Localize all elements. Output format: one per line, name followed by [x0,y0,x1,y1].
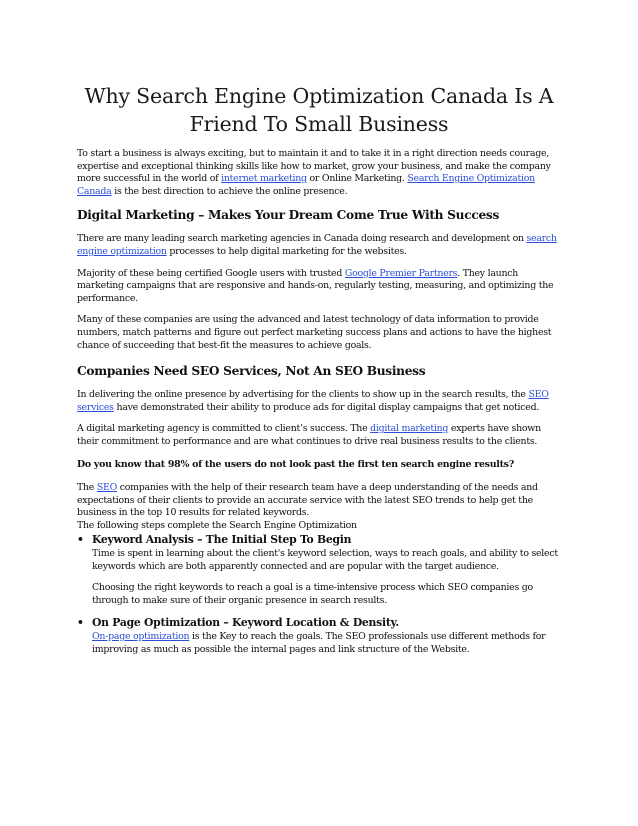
section2-paragraph-3 [77,482,561,520]
section1-paragraph-2 [77,268,561,306]
bullet2-body-text: is the Key to reach the goals. The SEO professionals use different methods for improving as much as possible the internal pages and link structure of the Website. [92,631,546,655]
search-engine-optimization-link[interactable]: search engine optimization [77,233,557,257]
bullet-heading: On Page Optimization – Keyword Location & Density. [92,616,399,630]
bullet-keyword-analysis [77,533,561,547]
section1-p2-text: Majority of these being certified Google users with trusted [77,267,345,279]
digital-marketing-link[interactable]: digital marketing [370,423,449,435]
bullet1-body-2: Choosing the right keywords to reach a goal is a time-intensive process which SEO companies go through to make sure of their organic presence in search results. [92,582,533,606]
bullet2-body [77,631,561,656]
internet-marketing-link[interactable]: internet marketing [221,173,307,185]
section1-p2-end: . They launch marketing campaigns that are responsive and hands-on, regularly testing, measuring, and optimizing the performance. [77,267,554,304]
seo-canada-link[interactable]: Search Engine Optimization Canada [77,173,535,197]
section2-p2-text: A digital marketing agency is committed to client’s success. The [77,423,371,435]
intro-text-1: To start a business is always exciting, but to maintain it and to take it in a right direction needs courage, expertise and exceptional thinking skills like how to market, grow your business, and make the company more successful in the world of [77,148,551,185]
section2-paragraph-4: The following steps complete the Search Engine Optimization [77,519,357,531]
section2-heading: Companies Need SEO Services, Not An SEO Business [77,364,426,379]
section2-p3-end: companies with the help of their research team have a deep understanding of the needs and expectations of their clients to provide an accurate service with the latest SEO trends to help get the business in the top 10 results for related keywords. [77,482,538,519]
section2-p3-text: The [77,482,97,494]
bullet1-body-1: Time is spent in learning about the client's keyword selection, ways to reach goals, and ability to select keywords which are both apparently connected and are popular with the target audience. [92,548,558,572]
bullet-dot: • [77,616,84,630]
section2-p1-end: have demonstrated their ability to produce ads for digital display campaigns that get noticed. [113,401,540,413]
section2-paragraph-2 [77,423,561,448]
intro-text-3: is the best direction to achieve the online presence. [111,185,348,197]
intro-text-2: or Online Marketing. [306,173,408,185]
section1-paragraph-1 [77,233,561,258]
seo-services-link[interactable]: SEO services [77,389,549,413]
question-paragraph: Do you know that 98% of the users do not look past the first ten search engine results? [77,458,514,470]
google-premier-partners-link[interactable]: Google Premier Partners [344,267,458,279]
on-page-optimization-link[interactable]: On-page optimization [92,631,190,643]
bullet-dot: • [77,533,84,547]
section1-p1-end: processes to help digital marketing for the websites. [166,245,407,257]
section1-paragraph-3: Many of these companies are using the advanced and latest technology of data information to provide numbers, match patterns and figure out perfect marketing success plans and actions to have the highest chance of succeeding that best-fit the measures to achieve goals. [77,314,552,351]
intro-paragraph [77,148,561,198]
page-title: Why Search Engine Optimization Canada Is A Friend To Small Business [84,84,554,136]
bullet-heading: Keyword Analysis – The Initial Step To Begin [92,533,352,547]
section1-heading: Digital Marketing – Makes Your Dream Come True With Success [77,208,500,223]
section2-paragraph-1 [77,389,561,414]
bullet-on-page-optimization [77,616,561,630]
section2-p2-end: experts have shown their commitment to performance and are what continues to drive real business results to the clients. [77,423,541,447]
section2-p1-text: In delivering the online presence by advertising for the clients to show up in the search results, the [77,389,529,401]
document-body [77,148,561,665]
seo-link[interactable]: SEO [96,482,118,494]
section1-p1-text: There are many leading search marketing agencies in Canada doing research and development on [77,233,527,245]
